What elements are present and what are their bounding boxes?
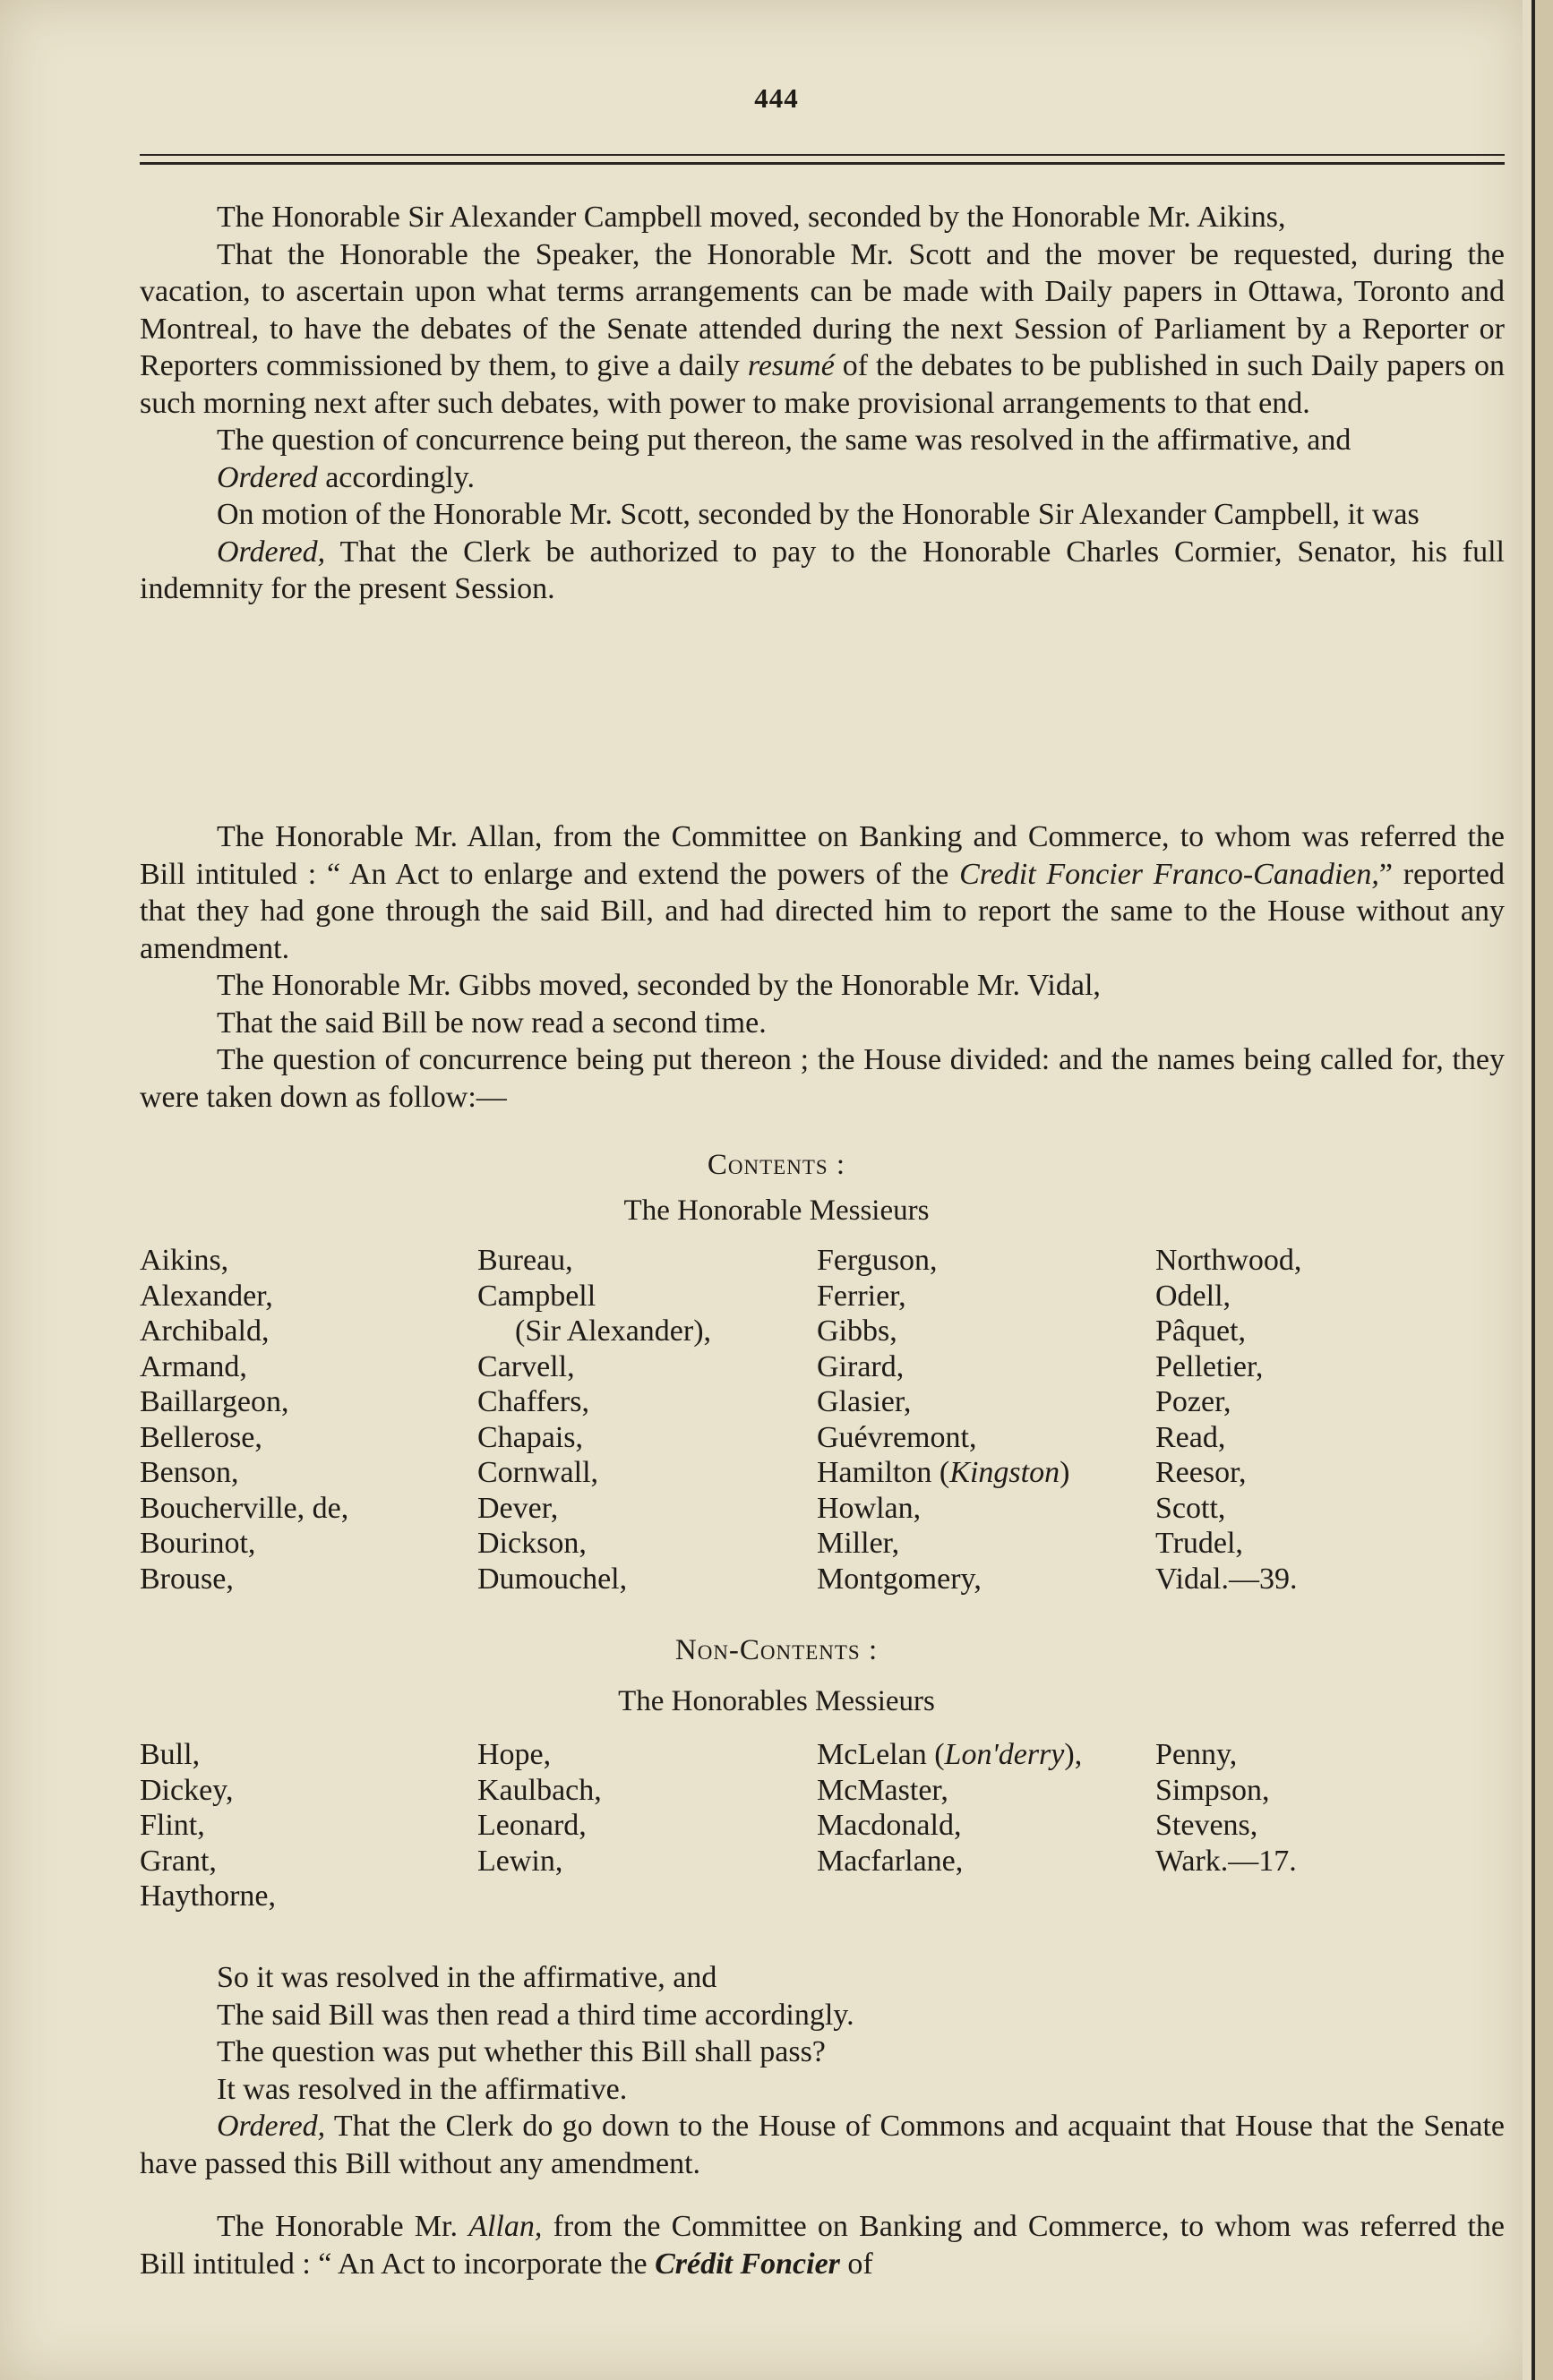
- name-entry: Hamilton (Kingston): [817, 1456, 1070, 1489]
- name-entry: Wark.—17.: [1155, 1844, 1297, 1878]
- name-entry: Girard,: [817, 1349, 905, 1383]
- name-entry: McMaster,: [817, 1773, 948, 1807]
- contents-column-1: [140, 1243, 348, 1597]
- page-binding-edge: [1523, 0, 1553, 2380]
- name-entry: Vidal.—39.: [1155, 1562, 1298, 1596]
- name-entry: Dumouchel,: [477, 1562, 628, 1596]
- name-entry: Baillargeon,: [140, 1385, 289, 1418]
- paragraph: That the said Bill be now read a second time.: [217, 1006, 767, 1040]
- name-entry: Miller,: [817, 1527, 900, 1560]
- paragraph: It was resolved in the affirmative.: [217, 2072, 628, 2106]
- paragraph: The Honorable Mr. Allan, from the Committee on Banking and Commerce, to whom was referred the Bill intituled : “ An Act to enlarge and extend the powers of the Credit Foncier Franco-Canadien,” reported that they had gone through the said Bill, and had directed him to report the same to the House without any amendment.: [140, 820, 1505, 965]
- paragraph: Ordered, That the Clerk be authorized to pay to the Honorable Charles Cormier, Senator, his full indemnity for the present Session.: [140, 535, 1505, 605]
- non-contents-column-4: [1155, 1737, 1297, 1879]
- contents-heading: Contents :: [707, 1149, 846, 1181]
- name-entry: Dickson,: [477, 1527, 587, 1560]
- page-number: 444: [754, 82, 799, 114]
- name-entry: Armand,: [140, 1349, 247, 1383]
- name-entry: Stevens,: [1155, 1809, 1258, 1842]
- name-entry: Macfarlane,: [817, 1844, 964, 1878]
- paragraph: The Honorable Mr. Allan, from the Committee on Banking and Commerce, to whom was referred the Bill intituled : “ An Act to incorporate the Crédit Foncier of: [140, 2210, 1505, 2281]
- name-entry: Leonard,: [477, 1809, 587, 1842]
- name-entry: Dever,: [477, 1491, 559, 1525]
- name-entry: Grant,: [140, 1844, 217, 1878]
- name-entry: Campbell: [477, 1279, 596, 1313]
- name-entry: Dickey,: [140, 1773, 234, 1807]
- contents-column-4: [1155, 1243, 1301, 1597]
- name-entry: Glasier,: [817, 1385, 912, 1418]
- name-entry: Montgomery,: [817, 1562, 982, 1596]
- name-entry: Pozer,: [1155, 1385, 1231, 1418]
- name-entry: Ferrier,: [817, 1279, 906, 1313]
- name-entry: Carvell,: [477, 1349, 575, 1383]
- name-entry: Bourinot,: [140, 1527, 256, 1560]
- name-entry: Chapais,: [477, 1420, 584, 1454]
- section-third-reading: [140, 1959, 1505, 2182]
- name-entry: Northwood,: [1155, 1244, 1302, 1277]
- name-entry: Alexander,: [140, 1279, 273, 1313]
- name-entry: Benson,: [140, 1456, 239, 1489]
- name-entry: Trudel,: [1155, 1527, 1243, 1560]
- section-campbell-motion: [140, 199, 1505, 608]
- contents-column-3: [817, 1243, 1069, 1597]
- non-contents-column-1: [140, 1737, 276, 1914]
- name-entry: Chaffers,: [477, 1385, 589, 1418]
- name-entry: Howlan,: [817, 1491, 922, 1525]
- paragraph: The question of concurrence being put thereon ; the House divided: and the names being called for, they were taken down as follow:—: [140, 1043, 1505, 1114]
- name-entry: Gibbs,: [817, 1314, 897, 1348]
- name-entry: Flint,: [140, 1809, 205, 1842]
- paragraph: The Honorable Sir Alexander Campbell moved, seconded by the Honorable Mr. Aikins,: [217, 201, 1286, 234]
- name-entry: (Sir Alexander),: [515, 1314, 712, 1348]
- section-allan-report: [140, 818, 1505, 1116]
- name-entry: Penny,: [1155, 1738, 1238, 1771]
- name-entry: Haythorne,: [140, 1879, 277, 1913]
- name-entry: Macdonald,: [817, 1809, 962, 1842]
- name-entry: Cornwall,: [477, 1456, 599, 1489]
- section-allan-second-report: [140, 2208, 1505, 2282]
- paragraph: Ordered accordingly.: [217, 460, 475, 494]
- non-contents-column-3: [817, 1737, 1082, 1879]
- paragraph: The Honorable Mr. Gibbs moved, seconded by the Honorable Mr. Vidal,: [217, 969, 1101, 1002]
- paragraph: The said Bill was then read a third time accordingly.: [217, 1998, 854, 2032]
- name-entry: Simpson,: [1155, 1773, 1270, 1807]
- name-entry: Ferguson,: [817, 1244, 938, 1277]
- name-entry: Lewin,: [477, 1844, 563, 1878]
- header-rule-thick: [140, 162, 1505, 165]
- name-entry: Reesor,: [1155, 1456, 1247, 1489]
- contents-column-2: [477, 1243, 711, 1597]
- name-entry: Bull,: [140, 1738, 201, 1771]
- name-entry: Guévremont,: [817, 1420, 977, 1454]
- contents-subheading: The Honorable Messieurs: [623, 1194, 930, 1227]
- name-entry: Kaulbach,: [477, 1773, 602, 1807]
- name-entry: Boucherville, de,: [140, 1491, 349, 1525]
- paragraph: So it was resolved in the affirmative, and: [217, 1961, 717, 1994]
- name-entry: Bureau,: [477, 1244, 573, 1277]
- name-entry: Odell,: [1155, 1279, 1231, 1313]
- name-entry: Read,: [1155, 1420, 1226, 1454]
- non-contents-column-2: [477, 1737, 602, 1879]
- header-rule-thin: [140, 154, 1505, 156]
- paragraph: That the Honorable the Speaker, the Honorable Mr. Scott and the mover be requested, during the vacation, to ascertain upon what terms arrangements can be made with Daily papers in Ottawa, Toronto and Montreal, to have the debates of the Senate attended during the next Session of Parliament by a Reporter or Reporters commissioned by them, to give a daily resumé of the debates to be published in such Daily papers on such morning next after such debates, with power to make provisional arrangements to that end.: [140, 237, 1505, 420]
- name-entry: Brouse,: [140, 1562, 234, 1596]
- paragraph: Ordered, That the Clerk do go down to the House of Commons and acquaint that House that the Senate have passed this Bill without any amendment.: [140, 2110, 1505, 2180]
- name-entry: Aikins,: [140, 1244, 229, 1277]
- name-entry: Pâquet,: [1155, 1314, 1247, 1348]
- paragraph: On motion of the Honorable Mr. Scott, seconded by the Honorable Sir Alexander Campbell, it was: [217, 498, 1420, 531]
- non-contents-heading: Non-Contents :: [674, 1634, 879, 1666]
- name-entry: Hope,: [477, 1738, 552, 1771]
- name-entry: McLelan (Lon'derry),: [817, 1738, 1083, 1771]
- paragraph: The question of concurrence being put thereon, the same was resolved in the affirmative, and: [217, 424, 1351, 457]
- name-entry: Scott,: [1155, 1491, 1226, 1525]
- name-entry: Bellerose,: [140, 1420, 262, 1454]
- name-entry: Pelletier,: [1155, 1349, 1264, 1383]
- name-entry: Archibald,: [140, 1314, 270, 1348]
- non-contents-subheading: The Honorables Messieurs: [618, 1685, 935, 1717]
- paragraph: The question was put whether this Bill shall pass?: [217, 2035, 826, 2068]
